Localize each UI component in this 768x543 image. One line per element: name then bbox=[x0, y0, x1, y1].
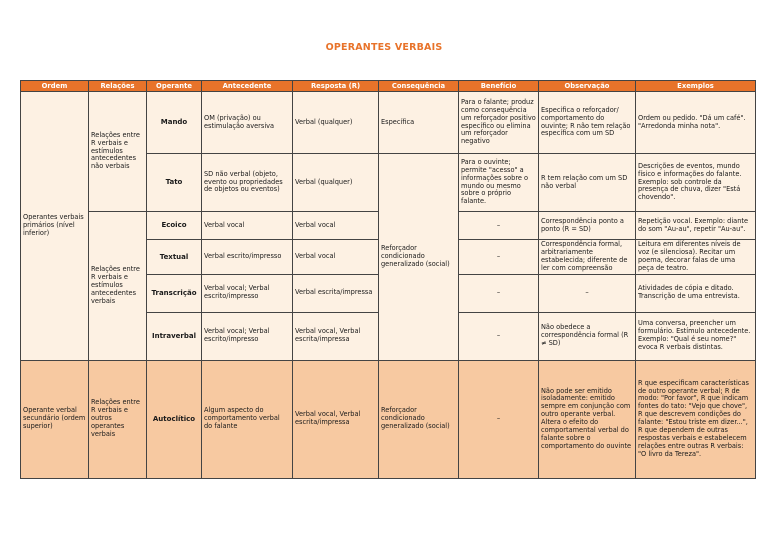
observacao-cell: Especifica o reforçador/ comportamento do ouvinte; R não tem relação específica com um SD bbox=[539, 92, 636, 154]
antecedente-cell: Algum aspecto do comportamento verbal do falante bbox=[202, 360, 293, 478]
beneficio-cell: – bbox=[459, 212, 539, 240]
observacao-cell: Correspondência ponto a ponto (R = SD) bbox=[539, 212, 636, 240]
ordem-primario: Operantes verbais primários (nível inferior) bbox=[21, 92, 89, 361]
resposta-cell: Verbal (qualquer) bbox=[293, 154, 379, 212]
operante-mando: Mando bbox=[147, 92, 202, 154]
ordem-secundario: Operante verbal secundário (ordem superior) bbox=[21, 360, 89, 478]
header-antecedente: Antecedente bbox=[202, 81, 293, 92]
antecedente-cell: OM (privação) ou estimulação aversiva bbox=[202, 92, 293, 154]
operante-tato: Tato bbox=[147, 154, 202, 212]
operante-autoclitico: Autoclítico bbox=[147, 360, 202, 478]
table-row bbox=[21, 92, 756, 154]
consequencia-shared-cell: Reforçador condicionado generalizado (social) bbox=[379, 154, 459, 361]
header-observacao: Observação bbox=[539, 81, 636, 92]
antecedente-cell: Verbal vocal bbox=[202, 212, 293, 240]
exemplos-cell: Descrições de eventos, mundo físico e informações do falante. Exemplo: sob controle da presença de chuva, dizer "Está chovendo". bbox=[636, 154, 756, 212]
operante-intraverbal: Intraverbal bbox=[147, 312, 202, 360]
resposta-cell: Verbal vocal, Verbal escrita/impressa bbox=[293, 360, 379, 478]
operante-textual: Textual bbox=[147, 240, 202, 275]
beneficio-cell: – bbox=[459, 312, 539, 360]
observacao-cell: – bbox=[539, 274, 636, 312]
resposta-cell: Verbal escrita/impressa bbox=[293, 274, 379, 312]
page-title: OPERANTES VERBAIS bbox=[325, 42, 443, 53]
consequencia-cell: Específica bbox=[379, 92, 459, 154]
observacao-cell: Não pode ser emitido isoladamente: emitido sempre em conjunção com outro operante verbal. Altera o efeito do comportamental verbal do falante sobre o comportamento do ouvinte bbox=[539, 360, 636, 478]
beneficio-cell: – bbox=[459, 240, 539, 275]
header-beneficio: Benefício bbox=[459, 81, 539, 92]
observacao-cell: R tem relação com um SD não verbal bbox=[539, 154, 636, 212]
antecedente-cell: Verbal vocal; Verbal escrito/impresso bbox=[202, 274, 293, 312]
header-consequencia: Consequência bbox=[379, 81, 459, 92]
resposta-cell: Verbal vocal, Verbal escrita/impressa bbox=[293, 312, 379, 360]
beneficio-cell: – bbox=[459, 274, 539, 312]
operante-transcricao: Transcrição bbox=[147, 274, 202, 312]
operantes-table bbox=[20, 80, 756, 479]
header-operante: Operante bbox=[147, 81, 202, 92]
relacoes-verbais: Relações entre R verbais e estímulos antecedentes verbais bbox=[89, 212, 147, 361]
resposta-cell: Verbal (qualquer) bbox=[293, 92, 379, 154]
header-ordem: Ordem bbox=[21, 81, 89, 92]
beneficio-cell: Para o ouvinte; permite "acesso" a informações sobre o mundo ou mesmo sobre o próprio falante. bbox=[459, 154, 539, 212]
relacoes-cell: Relações entre R verbais e outros operantes verbais bbox=[89, 360, 147, 478]
observacao-cell: Correspondência formal, arbitrariamente estabelecida; diferente de ler com compreensão bbox=[539, 240, 636, 275]
header-exemplos: Exemplos bbox=[636, 81, 756, 92]
header-resposta: Resposta (R) bbox=[293, 81, 379, 92]
exemplos-cell: Atividades de cópia e ditado. Transcrição de uma entrevista. bbox=[636, 274, 756, 312]
antecedente-cell: Verbal vocal; Verbal escrito/impresso bbox=[202, 312, 293, 360]
header-row bbox=[21, 81, 756, 92]
beneficio-cell: Para o falante; produz como consequência um reforçador positivo específico ou elimina um reforçador negativo bbox=[459, 92, 539, 154]
resposta-cell: Verbal vocal bbox=[293, 240, 379, 275]
exemplos-cell: Leitura em diferentes níveis de voz (e silenciosa). Recitar um poema, decorar falas de uma peça de teatro. bbox=[636, 240, 756, 275]
table-row bbox=[21, 360, 756, 478]
header-relacoes: Relações bbox=[89, 81, 147, 92]
exemplos-cell: Ordem ou pedido. "Dá um café". "Arredonda minha nota". bbox=[636, 92, 756, 154]
operante-ecoico: Ecoico bbox=[147, 212, 202, 240]
exemplos-cell: R que especificam características de outro operante verbal; R de modo: "Por favor", R que indicam fontes do tato: "Vejo que chove", R que descrevem condições do falante: "Estou triste em dizer...", R que dependem de outras respostas verbais e estabelecem relações entre outras R verbais: "O livro da Tereza". bbox=[636, 360, 756, 478]
resposta-cell: Verbal vocal bbox=[293, 212, 379, 240]
exemplos-cell: Repetição vocal. Exemplo: diante do som "Au-au", repetir "Au-au". bbox=[636, 212, 756, 240]
observacao-cell: Não obedece a correspondência formal (R ≠ SD) bbox=[539, 312, 636, 360]
consequencia-cell: Reforçador condicionado generalizado (social) bbox=[379, 360, 459, 478]
antecedente-cell: Verbal escrito/impresso bbox=[202, 240, 293, 275]
relacoes-nao-verbais: Relações entre R verbais e estímulos antecedentes não verbais bbox=[89, 92, 147, 212]
exemplos-cell: Uma conversa, preencher um formulário. Estímulo antecedente. Exemplo: "Qual é seu nome?" evoca R verbais distintas. bbox=[636, 312, 756, 360]
antecedente-cell: SD não verbal (objeto, evento ou propriedades de objetos ou eventos) bbox=[202, 154, 293, 212]
beneficio-cell: – bbox=[459, 360, 539, 478]
